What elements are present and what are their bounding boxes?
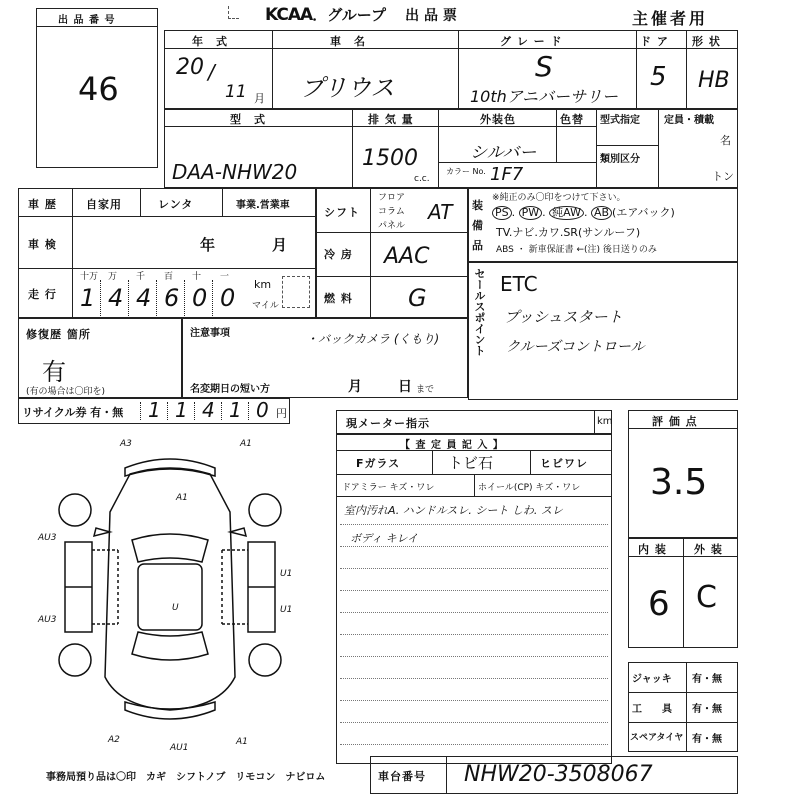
interior-label: 内 装	[638, 543, 667, 556]
km-label: km	[254, 278, 272, 291]
sales-line-2: プッシュスタート	[504, 308, 623, 326]
windshield	[132, 534, 208, 562]
recycle-label: リサイクル券 有・無	[22, 406, 124, 419]
recycle-digit-3: 1	[229, 398, 242, 422]
color-no-value: 1F7	[490, 164, 524, 185]
extra-jack-value: 有・無	[692, 674, 722, 685]
mileage-unit-0: 十万	[80, 272, 99, 282]
inspection-label: 車 検	[28, 238, 57, 251]
fuel-value: G	[408, 284, 427, 312]
chassis-value: NHW20-3508067	[464, 762, 653, 787]
mark-9: AU1	[170, 743, 189, 753]
colorcode-label: 色替	[560, 113, 584, 126]
mile-label: マイル	[252, 301, 279, 311]
color-value: シルバー	[470, 143, 537, 163]
roof	[138, 564, 202, 630]
equip-ab: AB	[591, 206, 612, 220]
mileage-digit-3: 6	[164, 284, 180, 312]
mark-10: A1	[236, 737, 248, 747]
equipment-note: ※純正のみ〇印をつけて下さい。	[492, 193, 626, 203]
mirror-left	[94, 528, 110, 536]
mark-11: A1	[240, 439, 252, 449]
ac-label: 冷 房	[324, 248, 353, 261]
history-rental: レンタ	[158, 198, 194, 211]
model-label: 車 名	[330, 35, 366, 48]
rear-window	[132, 632, 208, 660]
mark-7: U1	[280, 605, 293, 615]
color-label: 外装色	[480, 113, 516, 126]
mark-8: A2	[108, 735, 120, 745]
mileage-digit-1: 4	[108, 284, 124, 312]
name-change-until: まで	[416, 385, 435, 395]
name-change-month: 月	[348, 379, 363, 395]
extra-spare-label: スペアタイヤ	[630, 733, 684, 743]
group-label: ．グループ	[312, 6, 387, 24]
month-value: 11	[225, 82, 247, 102]
recycle-digit-4: 0	[256, 398, 269, 422]
repair-hint: (有の場合は〇印を)	[26, 387, 106, 397]
exterior-label: 外 装	[694, 543, 723, 556]
sales-line-3: クルーズコントロール	[506, 339, 645, 355]
equipment-line1: PS . PW . 純AW . AB (エアバック)	[492, 204, 675, 220]
cc-label: 排 気 量	[368, 113, 414, 126]
mileage-unit-2: 千	[136, 272, 146, 282]
extra-tools-label: 工 具	[632, 704, 672, 715]
meter-unit: km	[597, 416, 613, 427]
history-label: 車 歴	[28, 198, 57, 211]
shift-label: シフト	[324, 206, 360, 219]
meter-label: 現メーター指示	[346, 417, 430, 430]
type-label: 型 式	[230, 113, 266, 126]
repair-label: 修復歴 箇所	[26, 328, 91, 341]
notes-label: 注意事項	[190, 328, 230, 339]
recycle-digit-0: 1	[148, 398, 161, 422]
ton-unit: トン	[712, 170, 734, 183]
cc-unit: c.c.	[414, 174, 430, 184]
corner-mark	[228, 6, 239, 19]
grade-sub: 10thアニバーサリー	[470, 87, 618, 106]
interior-value: 6	[648, 584, 670, 624]
equip-pw: PW	[519, 206, 543, 220]
shift-column: コラム	[378, 207, 405, 217]
name-change-day: 日	[398, 379, 413, 395]
mileage-unit-4: 十	[192, 272, 202, 282]
right-side	[248, 542, 275, 632]
extra-tools-value: 有・無	[692, 704, 722, 715]
seats-unit: 名	[720, 134, 731, 147]
mark-2: A1	[176, 493, 188, 503]
doors-value: 5	[650, 62, 667, 92]
door-label: ド ア	[640, 35, 669, 48]
year-value: 20	[176, 55, 204, 80]
mileage-digit-4: 0	[192, 284, 208, 312]
chassis-label: 車台番号	[378, 770, 426, 783]
mark-4: AU3	[38, 615, 57, 625]
fglass-option: ヒビワレ	[540, 457, 588, 470]
typeno-label: 型式指定	[600, 115, 640, 126]
class-label: 類別区分	[600, 154, 640, 165]
mileage-digit-2: 4	[136, 284, 152, 312]
cc-value: 1500	[362, 146, 418, 171]
mileage-label: 走 行	[28, 288, 57, 301]
form-header	[265, 4, 457, 25]
shift-panel: パネル	[378, 221, 406, 231]
mirror-right	[230, 528, 246, 536]
car-name: プリウス	[300, 74, 395, 102]
extra-jack-label: ジャッキ	[632, 674, 672, 685]
wheel-rear-right	[249, 644, 281, 676]
shape-value: HB	[698, 68, 730, 93]
office-items: 事務局預り品は〇印 カギ シフトノブ リモコン ナビロム	[46, 772, 326, 783]
history-private: 自家用	[86, 198, 122, 211]
year-label: 年 式	[192, 35, 228, 48]
equip-ps: PS	[492, 206, 512, 220]
mirror-label: ドアミラー キズ・ワレ	[342, 483, 435, 493]
fuel-label: 燃 料	[324, 292, 353, 305]
inspection-year: 年	[200, 236, 217, 254]
history-business: 事業.営業車	[236, 200, 290, 211]
inspector-label: 【 査 定 員 記 入 】	[400, 440, 504, 451]
color-no-label: カラー No.	[446, 167, 486, 176]
wheel-front-right	[249, 494, 281, 526]
score-value: 3.5	[650, 462, 708, 503]
copy-label: 主催者用	[632, 9, 709, 28]
slash: /	[208, 60, 215, 84]
wheel-rear-left	[59, 644, 91, 676]
mark-3: AU3	[38, 533, 57, 543]
notes-value: ・バックカメラ (くもり)	[306, 332, 440, 346]
mark-5: U	[172, 603, 179, 613]
mileage-digit-5: 0	[220, 284, 236, 312]
type-value: DAA-NHW20	[172, 160, 298, 184]
mile-checkbox[interactable]	[282, 276, 310, 308]
shift-floor: フロア	[378, 193, 406, 203]
equip-aw: 純AW	[549, 206, 584, 220]
mileage-unit-1: 万	[108, 272, 118, 282]
inspection-month: 月	[272, 236, 289, 254]
grade-value: S	[535, 50, 553, 83]
equipment-line3: ABS ・ 新車保証書 ←(注) 後日送りのみ	[496, 245, 657, 255]
sales-label: セールスポイント	[473, 268, 486, 356]
lot-label: 出 品 番 号	[58, 15, 116, 26]
equip-ab-text: (エアバック)	[612, 206, 675, 219]
equipment-line2: TV.ナビ.カワ.SR(サンルーフ)	[496, 226, 641, 239]
comment-1: 室内汚れA. ハンドルスレ. シート しわ. スレ	[344, 504, 563, 517]
car-body	[105, 468, 235, 710]
wheel-front-left	[59, 494, 91, 526]
grade-label: グ レ ー ド	[500, 35, 563, 48]
logo: KCAA	[265, 5, 313, 25]
recycle-yen: 円	[276, 407, 287, 420]
fglass-label: Fガラス	[356, 457, 401, 470]
mileage-digit-0: 1	[80, 284, 96, 312]
repair-value: 有	[42, 358, 66, 386]
shape-label: 形 状	[692, 35, 721, 48]
sales-line-1: ETC	[500, 272, 538, 296]
comment-2: ボディ キレイ	[350, 532, 418, 545]
recycle-digit-2: 4	[202, 398, 215, 422]
form-title: 出 品 票	[405, 8, 457, 24]
recycle-digit-1: 1	[175, 398, 188, 422]
mark-6: U1	[280, 569, 293, 579]
shift-value: AT	[428, 200, 453, 224]
extra-spare-value: 有・無	[692, 734, 722, 745]
left-side	[65, 542, 92, 632]
exterior-value: C	[696, 580, 717, 615]
car-diagram	[30, 432, 330, 762]
mark-1: A3	[120, 439, 132, 449]
mileage-unit-5: 一	[220, 272, 230, 282]
capacity-label: 定員・積載	[664, 115, 714, 126]
lot-number: 46	[78, 70, 119, 108]
month-unit: 月	[254, 92, 265, 105]
name-change-label: 名変期日の短い方	[190, 384, 270, 395]
score-label: 評 価 点	[652, 415, 698, 428]
ac-value: AAC	[384, 244, 430, 269]
wheel-label: ホイール(CP) キズ・ワレ	[478, 483, 581, 493]
fglass-value: トビ石	[448, 454, 494, 472]
equipment-label: 装 備 品	[472, 199, 483, 252]
mileage-unit-3: 百	[164, 272, 174, 282]
